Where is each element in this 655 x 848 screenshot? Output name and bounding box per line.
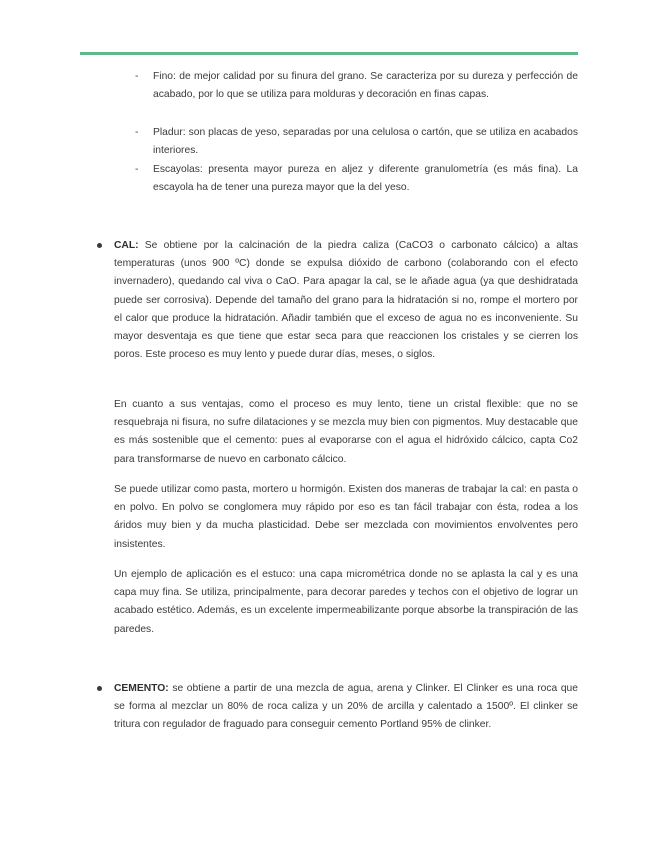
list-item-text: Escayolas: presenta mayor pureza en aljez y diferente granulometría (es más fina). La escayola ha de tener una pureza mayor que la del yeso. <box>153 164 578 194</box>
dash-marker: - <box>135 71 139 82</box>
bullet-item-cemento <box>114 680 578 735</box>
cal-heading: CAL: <box>114 240 139 251</box>
cal-example-paragraph <box>114 566 578 639</box>
cal-advantages-paragraph <box>114 396 578 469</box>
cemento-text: se obtiene a partir de una mezcla de agua, arena y Clinker. El Clinker es una roca que se forma al mezclar un 80% de roca caliza y un 20% de arcilla y calentado a 1500º. El clinker se tritura con regulador de fraguado para conseguir cemento Portland 95% de clinker. <box>114 683 578 731</box>
paragraph-text: Se puede utilizar como pasta, mortero u hormigón. Existen dos maneras de trabajar la cal: en pasta o en polvo. En polvo se conglomera muy rápido por eso es tan fácil trabajar con ésta, rodea a los áridos muy bien y da mucha plasticidad. Debe ser mezclada con movimientos envolventes pero insistentes. <box>114 484 578 550</box>
paragraph-text: Un ejemplo de aplicación es el estuco: una capa micrométrica donde no se aplasta la cal y es una capa muy fina. Se utiliza, principalmente, para decorar paredes y techos con el objetivo de lograr un acabado estético. Además, es un excelente impermeabilizante porque absorbe la transpiración de las paredes. <box>114 569 578 635</box>
dash-marker: - <box>135 127 139 138</box>
cal-text: Se obtiene por la calcinación de la piedra caliza (CaCO3 o carbonato cálcico) a altas temperaturas (unos 900 ºC) donde se expulsa dióxido de carbono (colaborando con el efecto invernadero), quedando cal viva o CaO. Para apagar la cal, se le añade agua (ya que deshidratada puede ser corrosiva). Depende del tamaño del grano para la hidratación si no, rompe el mortero por el calor que produce la hidratación. Añadir también que el exceso de agua no es inconveniente. Su mayor desventaja es que tiene que estar seca para que reaccionen los cristales y se cierren los poros. Este proceso es muy lento y puede durar días, meses, o siglos. <box>114 240 578 361</box>
header-rule <box>80 52 578 55</box>
list-item-text: Fino: de mejor calidad por su finura del grano. Se caracteriza por su dureza y perfección de acabado, por lo que se utiliza para molduras y decoración en finas capas. <box>153 71 578 101</box>
dash-marker: - <box>135 164 139 175</box>
cemento-heading: CEMENTO: <box>114 683 169 694</box>
list-item <box>135 161 578 197</box>
cemento-paragraph <box>114 680 578 735</box>
bullet-item-cal <box>114 237 578 364</box>
bullet-icon <box>97 243 102 248</box>
list-item-text: Pladur: son placas de yeso, separadas por una celulosa o cartón, que se utiliza en acabados interiores. <box>153 127 578 157</box>
cal-usage-paragraph <box>114 481 578 554</box>
list-item <box>135 68 578 104</box>
paragraph-text: En cuanto a sus ventajas, como el proceso es muy lento, tiene un cristal flexible: que no se resquebraja ni fisura, no sufre dilataciones y se mezcla muy bien con pigmentos. Muy destacable que es más sostenible que el cemento: pues al evaporarse con el agua el hidróxido cálcico, capta Co2 para transformarse de nuevo en carbonato cálcico. <box>114 399 578 465</box>
bullet-icon <box>97 686 102 691</box>
list-item <box>135 124 578 160</box>
cal-paragraph <box>114 237 578 364</box>
